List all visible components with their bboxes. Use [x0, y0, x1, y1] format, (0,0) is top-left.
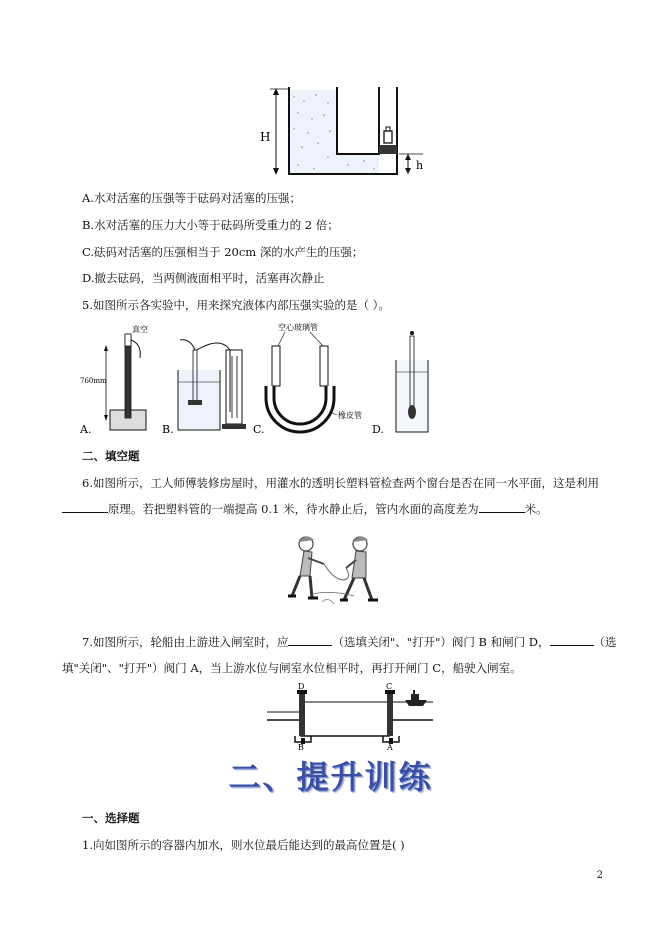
valve-b-label: B [298, 743, 304, 750]
q4-option-c: C.砝码对活塞的压强相当于 20cm 深的水产生的压强； [82, 245, 364, 259]
q4-option-a: A.水对活塞的压强等于砝码对活塞的压强； [82, 191, 301, 205]
q4-option-d: D.撤去砝码，当两侧液面相平时，活塞再次静止 [82, 271, 325, 285]
q5-label-d: D. [372, 423, 384, 436]
rubber-tube-label: 橡皮管 [338, 411, 362, 420]
vacuum-label: 真空 [132, 325, 148, 334]
section-choice-heading: 一、选择题 [82, 811, 140, 825]
q5-label-b: B. [162, 423, 174, 436]
q5-label-a: A. [80, 423, 92, 436]
q5-figures [80, 320, 430, 440]
section-title-advanced-training: 二、提升训练 [228, 758, 433, 796]
q5-question: 5.如图所示各实验中，用来探究液体内部压强实验的是（ ）。 [82, 298, 390, 312]
q5-figure-c [253, 322, 362, 436]
label-H: H [260, 130, 271, 144]
q6-text-2a: 原理。若把塑料管的一端提高 0.1 米，待水静止后，管内水面的高度差为 [108, 502, 479, 516]
page-number: 2 [596, 870, 603, 881]
q5-figure-b [162, 340, 246, 436]
q5-label-c: C. [253, 423, 265, 436]
q6-text-2b: 米。 [524, 502, 548, 516]
q7-blank-2[interactable] [550, 633, 594, 646]
q4-option-b: B.水对活塞的压力大小等于砝码所受重力的 2 倍； [82, 218, 339, 232]
q6-blank-2[interactable] [479, 500, 525, 513]
q7-text-1c: （选 [593, 635, 617, 649]
workers-water-tube-figure [282, 530, 392, 614]
label-h: h [416, 159, 424, 172]
q7-line-2: 填"关闭"、"打开"）阀门 A，当上游水位与闸室水位相平时，再打开闸门 C，船驶入闸室。 [62, 661, 522, 675]
q7-line-1 [82, 633, 617, 650]
q6-line-2 [62, 500, 548, 517]
gate-c-label: C [386, 682, 393, 691]
gate-d-label: D [298, 682, 305, 691]
valve-a-label: A [387, 743, 393, 750]
q6-line-1: 6.如图所示，工人师傅装修房屋时，用灌水的透明长塑料管检查两个窗台是否在同一水平面，这是利用 [82, 476, 599, 490]
q1-question: 1.向如图所示的容器内加水，则水位最后能达到的最高位置是( ) [82, 838, 405, 852]
section-fill-in-heading: 二、填空题 [82, 449, 140, 463]
q7-text-1b: （选填关闭"、"打开"）阀门 B 和闸门 D， [332, 635, 550, 649]
height-760-label: 760mm [80, 377, 107, 385]
ship-lock-figure [265, 682, 435, 750]
q7-blank-1[interactable] [288, 633, 332, 646]
q6-blank-1[interactable] [62, 500, 108, 513]
q5-figure-d [372, 331, 428, 436]
q7-text-1a: 7.如图所示，轮船由上游进入闸室时，应 [82, 635, 289, 649]
hollow-glass-tube-label: 空心玻璃管 [278, 323, 318, 332]
q5-figure-a [80, 324, 148, 436]
u-tube-piston-figure [258, 85, 433, 185]
